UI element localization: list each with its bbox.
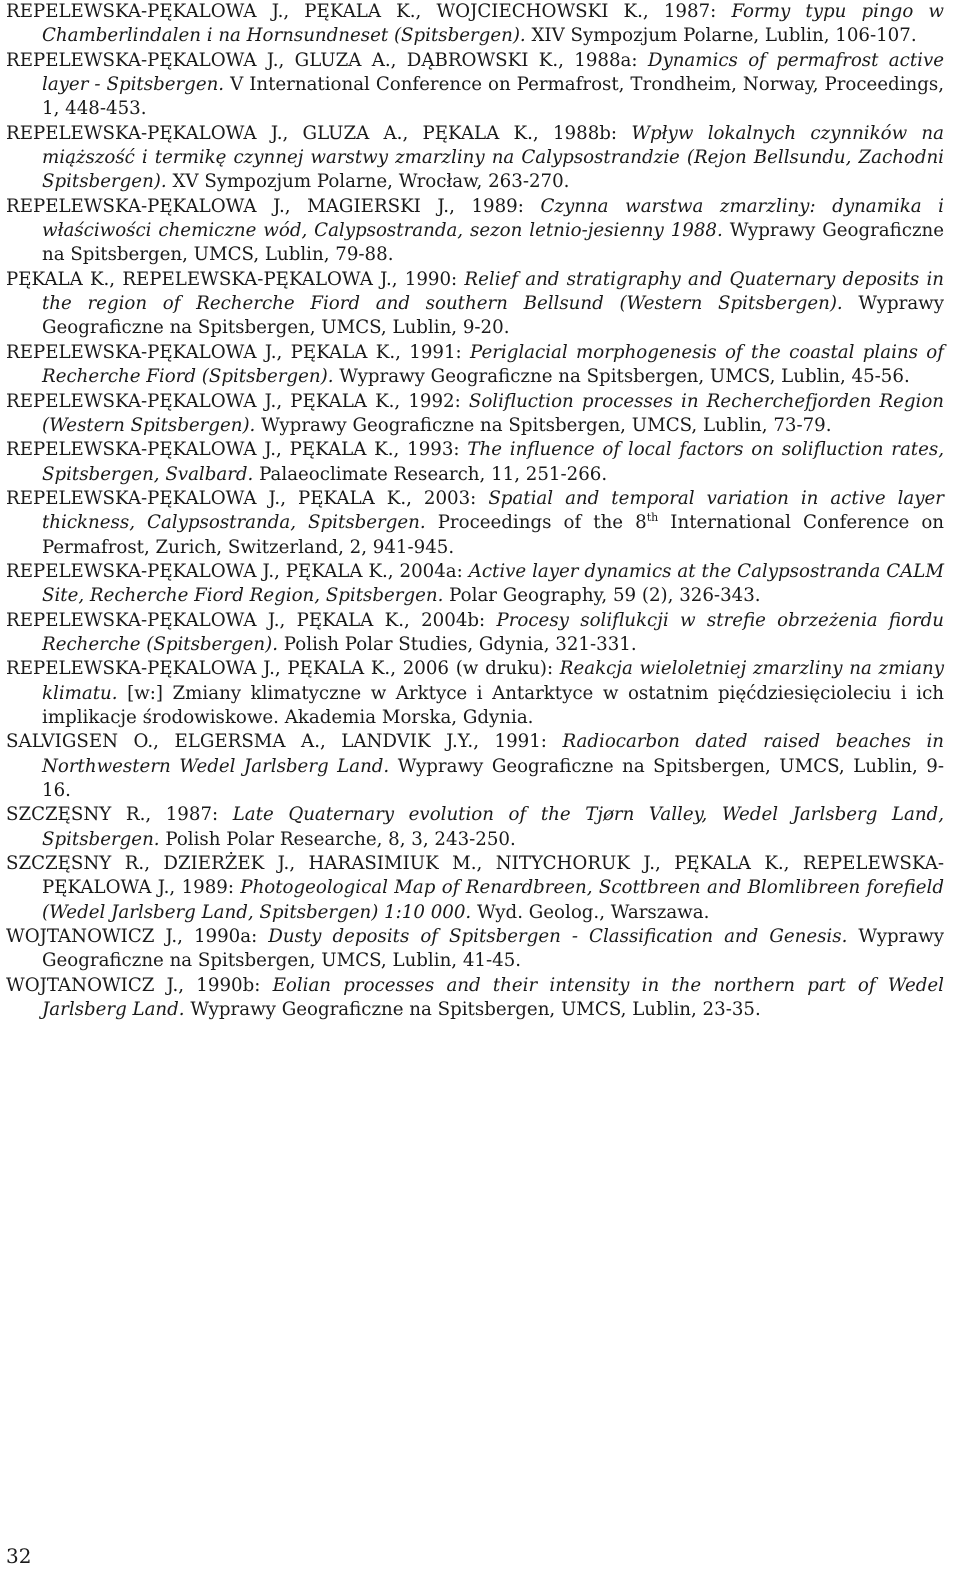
reference-source: Wyprawy Geograficzne na Spitsbergen, UMCS, Lublin, 79-88. bbox=[42, 220, 944, 266]
reference-authors: SALVIGSEN O., ELGERSMA A., LANDVIK J.Y., 1991: bbox=[6, 731, 563, 753]
reference-authors: REPELEWSKA-PĘKALOWA J., PĘKALA K., 1991: bbox=[6, 341, 471, 363]
reference-authors: REPELEWSKA-PĘKALOWA J., PĘKALA K., 2003: bbox=[6, 487, 489, 509]
reference-source: Wyd. Geolog., Warszawa. bbox=[471, 901, 710, 923]
reference-title: Formy typu pingo w Chamberlindalen i na Hornsundneset (Spitsbergen). bbox=[42, 1, 944, 47]
reference-title: Procesy soliflukcji w strefie obrzeżenia fiordu Recherche (Spitsbergen). bbox=[42, 609, 944, 655]
reference-authors: REPELEWSKA-PĘKALOWA J., PĘKALA K., 2004b: bbox=[6, 609, 497, 631]
reference-entry bbox=[6, 803, 944, 852]
reference-title: The influence of local factors on solifluction rates, Spitsbergen, Svalbard. bbox=[42, 439, 944, 485]
reference-entry bbox=[6, 438, 944, 487]
reference-authors: REPELEWSKA-PĘKALOWA J., MAGIERSKI J., 1989: bbox=[6, 195, 541, 217]
reference-entry bbox=[6, 122, 944, 195]
page-number: 32 bbox=[6, 1544, 32, 1568]
reference-title: Relief and stratigraphy and Quaternary deposits in the region of Recherche Fiord and southern Bellsund (Western Spitsbergen). bbox=[42, 268, 945, 315]
reference-source: Wyprawy Geograficzne na Spitsbergen, UMCS, Lublin, 9-16. bbox=[42, 755, 944, 801]
reference-title: Radiocarbon dated raised beaches in Northwestern Wedel Jarlsberg Land. bbox=[42, 731, 944, 777]
reference-source: XIV Sympozjum Polarne, Lublin, 106-107. bbox=[525, 25, 917, 47]
ordinal-superscript: th bbox=[646, 511, 659, 525]
reference-title: Czynna warstwa zmarzliny: dynamika i właściwości chemiczne wód, Calypsostranda, sezon letnio-jesienny 1988. bbox=[42, 195, 944, 242]
reference-title: Late Quaternary evolution of the Tjørn Valley, Wedel Jarlsberg Land, Spitsbergen. bbox=[42, 804, 944, 850]
reference-source: Wyprawy Geograficzne na Spitsbergen, UMCS, Lublin, 9-20. bbox=[42, 293, 945, 339]
reference-entry bbox=[6, 268, 944, 341]
reference-title: Wpływ lokalnych czynników na miąższość i termikę czynnej warstwy zmarzliny na Calypsostrandzie (Rejon Bellsundu, Zachodni Spitsbergen). bbox=[42, 122, 944, 193]
reference-source: Proceedings of the 8 bbox=[425, 512, 647, 534]
reference-entry bbox=[6, 0, 944, 49]
reference-entry bbox=[6, 657, 944, 730]
reference-entry bbox=[6, 195, 944, 268]
reference-authors: REPELEWSKA-PĘKALOWA J., PĘKALA K., WOJCIECHOWSKI K., 1987: bbox=[6, 1, 732, 22]
reference-authors: SZCZĘSNY R., 1987: bbox=[6, 804, 233, 826]
reference-authors: REPELEWSKA-PĘKALOWA J., PĘKALA K., 2006 (w druku): bbox=[6, 658, 560, 680]
reference-list bbox=[6, 0, 944, 1022]
reference-title: Reakcja wieloletniej zmarzliny na zmiany klimatu. bbox=[42, 658, 944, 704]
reference-authors: REPELEWSKA-PĘKALOWA J., GLUZA A., PĘKALA K., 1988b: bbox=[6, 122, 632, 144]
reference-source: [w:] Zmiany klimatyczne w Arktyce i Antarktyce w ostatnim pięćdziesięcioleciu i ich implikacje środowiskowe. Akademia Morska, Gdynia. bbox=[42, 682, 944, 728]
reference-title: Photogeological Map of Renardbreen, Scottbreen and Blomlibreen forefield (Wedel Jarlsberg Land, Spitsbergen) 1:10 000. bbox=[42, 877, 945, 923]
reference-source: V International Conference on Permafrost, Trondheim, Norway, Proceedings, 1, 448-453. bbox=[42, 74, 944, 120]
reference-title: Active layer dynamics at the Calypsostranda CALM Site, Recherche Fiord Region, Spitsbergen. bbox=[42, 560, 945, 607]
reference-title: Eolian processes and their intensity in the northern part of Wedel Jarlsberg Land. bbox=[42, 974, 944, 1021]
reference-authors: REPELEWSKA-PĘKALOWA J., PĘKALA K., 1993: bbox=[6, 439, 468, 461]
reference-title: Dynamics of permafrost active layer - Spitsbergen. bbox=[42, 49, 944, 96]
reference-title: Dusty deposits of Spitsbergen - Classification and Genesis. bbox=[268, 926, 848, 948]
reference-source: Wyprawy Geograficzne na Spitsbergen, UMCS, Lublin, 41-45. bbox=[42, 926, 944, 972]
reference-entry bbox=[6, 730, 944, 803]
reference-source: Wyprawy Geograficzne na Spitsbergen, UMCS, Lublin, 23-35. bbox=[184, 999, 761, 1021]
reference-source: XV Sympozjum Polarne, Wrocław, 263-270. bbox=[166, 171, 570, 193]
reference-entry bbox=[6, 609, 944, 658]
reference-entry bbox=[6, 925, 944, 974]
reference-authors: REPELEWSKA-PĘKALOWA J., GLUZA A., DĄBROWSKI K., 1988a: bbox=[6, 49, 648, 71]
reference-entry bbox=[6, 341, 944, 390]
reference-authors: PĘKALA K., REPELEWSKA-PĘKALOWA J., 1990: bbox=[6, 268, 465, 290]
reference-authors: REPELEWSKA-PĘKALOWA J., PĘKALA K., 2004a: bbox=[6, 560, 469, 582]
reference-source: Palaeoclimate Research, 11, 251-266. bbox=[253, 463, 608, 485]
reference-source: Wyprawy Geograficzne na Spitsbergen, UMCS, Lublin, 45-56. bbox=[333, 366, 910, 388]
reference-entry bbox=[6, 390, 944, 439]
reference-title: Spatial and temporal variation in active layer thickness, Calypsostranda, Spitsbergen. bbox=[42, 487, 944, 534]
reference-entry bbox=[6, 852, 944, 925]
reference-entry bbox=[6, 49, 944, 122]
reference-authors: SZCZĘSNY R., DZIERŻEK J., HARASIMIUK M., NITYCHORUK J., PĘKALA K., REPELEWSKA-PĘKALOWA J., 1989: bbox=[6, 853, 944, 899]
reference-source: Polar Geography, 59 (2), 326-343. bbox=[443, 585, 761, 607]
reference-title: Periglacial morphogenesis of the coastal plains of Recherche Fiord (Spitsbergen). bbox=[42, 341, 944, 388]
reference-source: Polish Polar Studies, Gdynia, 321-331. bbox=[278, 633, 637, 655]
reference-entry bbox=[6, 560, 944, 609]
reference-source: Wyprawy Geograficzne na Spitsbergen, UMCS, Lublin, 73-79. bbox=[255, 414, 832, 436]
reference-authors: REPELEWSKA-PĘKALOWA J., PĘKALA K., 1992: bbox=[6, 390, 469, 412]
reference-authors: WOJTANOWICZ J., 1990b: bbox=[6, 974, 273, 996]
reference-authors: WOJTANOWICZ J., 1990a: bbox=[6, 926, 269, 948]
reference-entry bbox=[6, 974, 944, 1023]
reference-source: International Conference on Permafrost, Zurich, Switzerland, 2, 941-945. bbox=[42, 512, 944, 558]
reference-source: Polish Polar Researche, 8, 3, 243-250. bbox=[159, 828, 516, 850]
reference-title: Solifluction processes in Recherchefjorden Region (Western Spitsbergen). bbox=[42, 390, 944, 436]
reference-entry bbox=[6, 487, 944, 560]
